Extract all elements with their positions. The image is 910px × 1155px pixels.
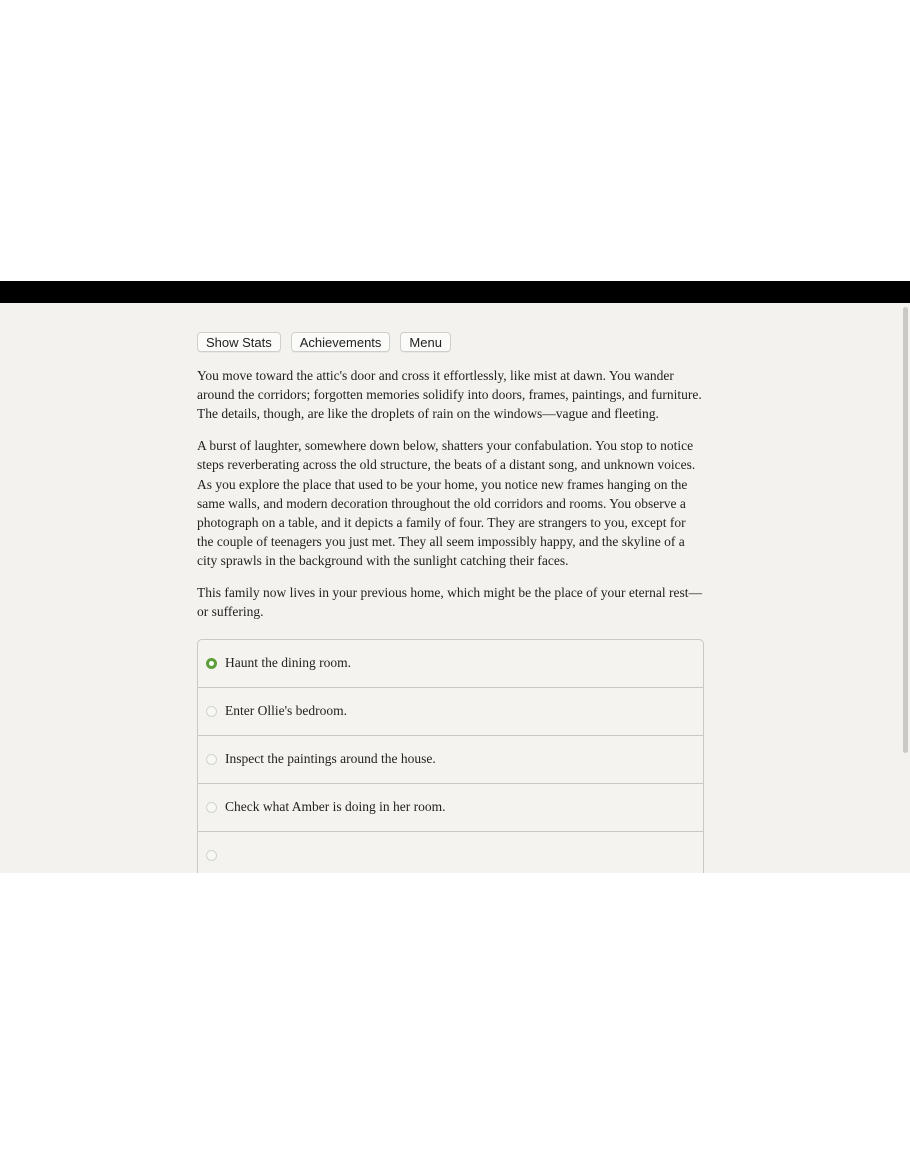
toolbar (197, 332, 704, 352)
story-text (197, 366, 704, 622)
bottom-letterbox (0, 873, 910, 1155)
achievements-button[interactable]: Achievements (291, 332, 391, 352)
radio-icon[interactable] (206, 850, 217, 861)
choice-label: Enter Ollie's bedroom. (225, 703, 348, 719)
choice-option[interactable] (198, 640, 703, 688)
scrollbar[interactable] (900, 303, 910, 873)
choice-option[interactable] (198, 832, 703, 873)
choice-list (197, 639, 704, 873)
choice-label: Haunt the dining room. (225, 655, 351, 671)
radio-icon[interactable] (206, 754, 217, 765)
story-paragraph: This family now lives in your previous home, which might be the place of your eternal rest—or suffering. (197, 585, 703, 620)
radio-icon[interactable] (206, 802, 217, 813)
choice-option[interactable] (198, 688, 703, 736)
choice-label: Check what Amber is doing in her room. (225, 799, 446, 815)
choice-option[interactable] (198, 784, 703, 832)
radio-selected-icon[interactable] (206, 658, 217, 669)
top-letterbox (0, 0, 910, 281)
window-top-bar (0, 281, 910, 303)
story-paragraph: You move toward the attic's door and cross it effortlessly, like mist at dawn. You wander around the corridors; forgotten memories solidify into doors, frames, paintings, and furniture. The details, though, are like the droplets of rain on the windows—vague and fleeting. (197, 368, 702, 422)
game-content (197, 303, 704, 873)
choice-label: Inspect the paintings around the house. (225, 751, 436, 767)
radio-icon[interactable] (206, 706, 217, 717)
menu-button[interactable]: Menu (400, 332, 451, 352)
scrollbar-thumb[interactable] (903, 307, 908, 753)
game-viewport (0, 303, 910, 873)
story-paragraph: A burst of laughter, somewhere down below, shatters your confabulation. You stop to notice steps reverberating across the old structure, the beats of a distant song, and unknown voices. As you explore the place that used to be your home, you notice new frames hanging on the same walls, and modern decoration throughout the old corridors and rooms. You observe a photograph on a table, and it depicts a family of four. They are strangers to you, except for the couple of teenagers you just met. They all seem impossibly happy, and the skyline of a city sprawls in the background with the sunlight catching their faces. (197, 438, 696, 569)
choice-option[interactable] (198, 736, 703, 784)
show-stats-button[interactable]: Show Stats (197, 332, 281, 352)
